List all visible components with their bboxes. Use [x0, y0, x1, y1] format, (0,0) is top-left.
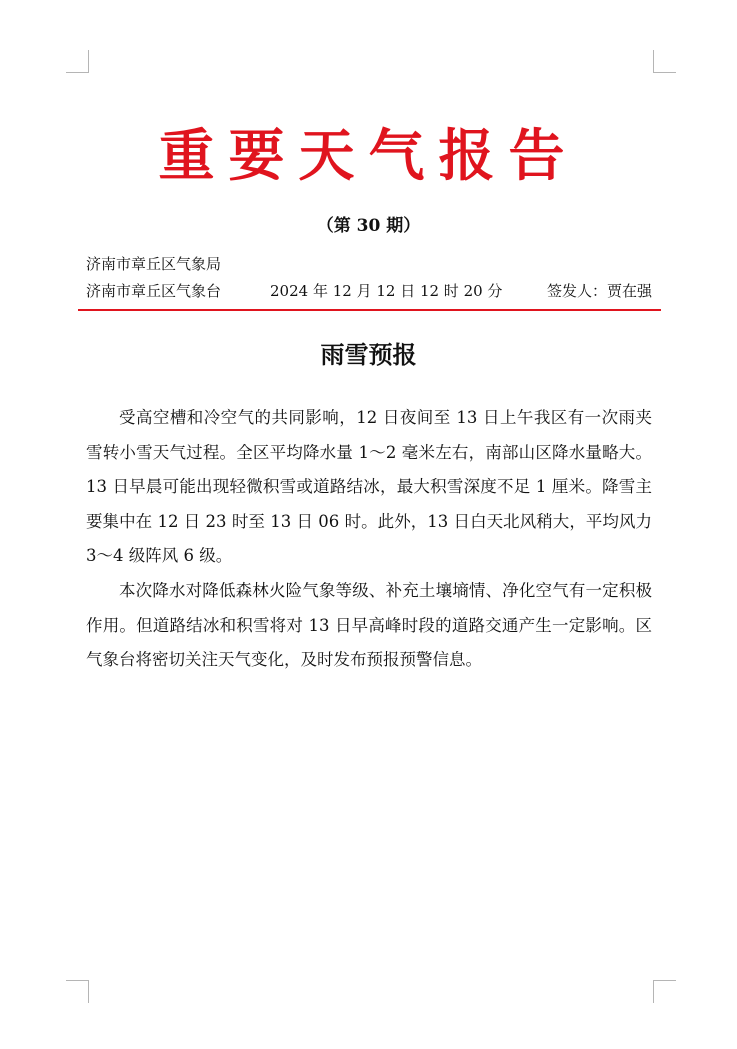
issue-number: （第 30 期）	[316, 216, 421, 236]
article-paragraph: 本次降水对降低森林火险气象等级、补充土壤墒情、净化空气有一定积极作用。但道路结冰和积雪将对 13 日早高峰时段的道路交通产生一定影响。区气象台将密切关注天气变化，及时发布预报预警信息。	[86, 580, 652, 670]
article-paragraph: 受高空槽和冷空气的共同影响，12 日夜间至 13 日上午我区有一次雨夹雪转小雪天气过程。全区平均降水量 1～2 毫米左右，南部山区降水量略大。13 日早晨可能出现轻微积雪或道路结冰，最大积雪深度不足 1 厘米。降雪主要集中在 12 日 23 时至 13 日 06 时。此外，13 日白天北风稍大，平均风力 3～4 级阵风 6 级。	[86, 408, 652, 566]
report-banner-title: 重要天气报告	[158, 123, 579, 189]
crop-mark-bottom-left	[66, 980, 89, 1003]
issuer-observatory: 济南市章丘区气象台	[86, 282, 222, 300]
crop-mark-top-right	[653, 50, 676, 73]
issue-info-line	[86, 279, 652, 303]
article-body	[86, 401, 652, 678]
red-divider	[78, 309, 661, 311]
article-headline: 雨雪预报	[320, 340, 417, 369]
issuer-bureau: 济南市章丘区气象局	[86, 255, 222, 273]
crop-mark-top-left	[66, 50, 89, 73]
crop-mark-bottom-right	[653, 980, 676, 1003]
signer: 签发人：贾在强	[546, 282, 652, 300]
issue-datetime: 2024 年 12 月 12 日 12 时 20 分	[270, 282, 503, 300]
